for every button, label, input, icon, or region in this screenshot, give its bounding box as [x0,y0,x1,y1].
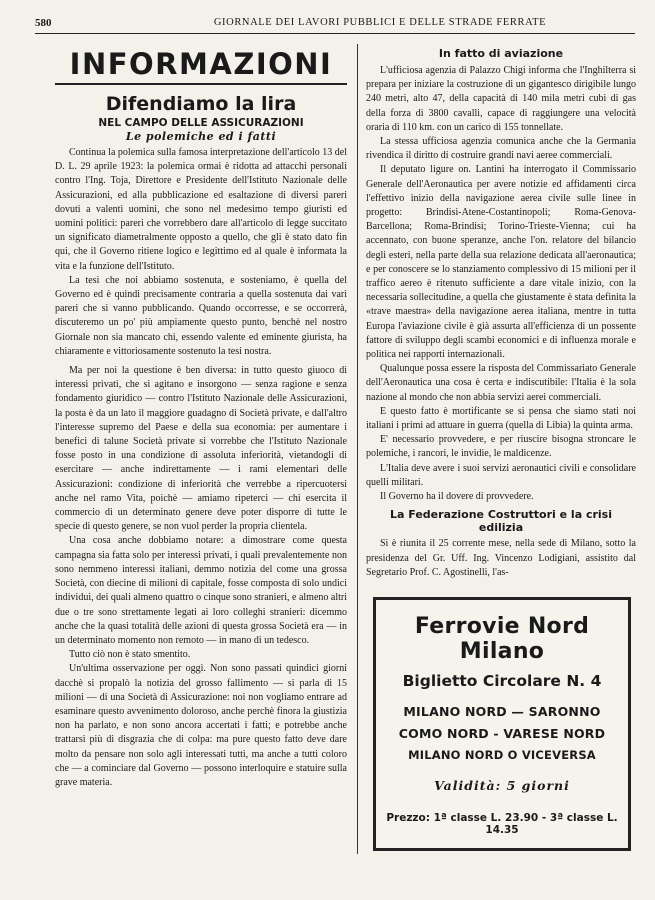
aviation-paragraph: E questo fatto è mortificante se si pensa che siamo stati noi italiani i primi ad attuare in guerra (quella di Libia) la quinta arma. [366,405,636,432]
federation-heading: La Federazione Costruttori e la crisi edilizia [390,508,612,535]
railway-advertisement [373,597,631,851]
ad-price: Prezzo: 1ª classe L. 23.90 - 3ª classe L. 14.35 [386,812,618,836]
article-paragraph: Tutto ciò non è stato smentito. [69,649,191,661]
article-kicker: Le polemiche ed i fatti [125,130,277,143]
column-divider [357,44,358,854]
article-subtitle: NEL CAMPO DELLE ASSICURAZIONI [98,117,304,129]
article-paragraph: Una cosa anche dobbiamo notare: a dimostrare come questa campagna sia fatta solo per interessi privati, i quali prevalentemente non sono nemmeno interessi italiani, demmo notizia del come una grossa Società, con diecine di milioni di capitale, fosse composta di solo undici individui, dei quali almeno quattro o cinque sono stranieri, e almeno altri due o tre sono strettamente legati ai loro colleghi stranieri: dicemmo anche che la quasi totalità delle azioni di questa grossa Società era — in un determinato momento non remoto — in mano di un tedesco. [55,535,347,646]
ad-route: COMO NORD - VARESE NORD [398,726,606,741]
right-column [366,47,636,580]
aviation-paragraph: Il deputato ligure on. Lantini ha interrogato il Commissario Generale dell'Aeronautica per avere notizie ed affidamenti circa l'effettivo inizio della navigazione aerea civile sulle linee in progetto: Brindisi-Atene-Costantinopoli; Roma-Genova-Barcellona; Roma-Brindisi; Torino-Trieste-Vienna; cui ha accennato, con buone speranze, anche l'on. relatore del bilancio degli esteri, nella parte della sua relazione dedicata all'aeronautica; e per conoscere se lo stanziamento complessivo di 15 milioni per il traffico aereo è ritenuto sufficiente a dare vitale inizio, con la necessaria sollecitudine, a quella che giustamente è stata definita la «trave maestra» della navigazione aerea italiana, mentre in tutta Europa l'aviazione civile è già assurta all'efficienza di un possente fattore di sviluppo degli scambi economici e di influenza morale e politica nei rapporti internazionali. [366,164,636,361]
federation-paragraph: Si è riunita il 25 corrente mese, nella sede di Milano, sotto la presidenza del Gr. Uff. Ing. Vincenzo Lodigiani, assistito dal Segretario Prof. C. Agostinelli, l'as- [366,538,636,578]
section-heading: INFORMAZIONI [55,47,347,85]
aviation-paragraph: L'Italia deve avere i suoi servizi aeronautici civili e consolidare quelli militari. [366,462,636,488]
ad-subtitle: Biglietto Circolare N. 4 [402,672,602,690]
page-number: 580 [35,17,52,29]
ad-title: Ferrovie Nord Milano [414,614,590,664]
left-column [55,47,347,790]
article-paragraph: Un'ultima osservazione per oggi. Non sono passati quindici giorni dacchè si propalò la notizia del grosso fallimento — si parla di 15 milioni — di una Società di Assicurazione: noi non vogliamo entrare ad esaminare questo avvenimento doloroso, anche perchè finora la giustizia non ha parlato, e non sono ancora accertati i fatti; e potrebbe anche trattarsi più di disgrazia che di colpa: ma pure questo fatto deve dare molto da pensare non solo agli interessati tutti, ma anche a tutti coloro che — a cominciare dal Governo — possono interloquire e statuire sulla grave materia. [55,663,347,788]
aviation-paragraph: E' necessario provvedere, e per riuscire bisogna stroncare le polemiche, i rancori, le invidie, le maldicenze. [366,434,636,460]
aviation-paragraph: La stessa ufficiosa agenzia comunica anche che la Germania rivendica il diritto di costruire grandi navi aeree commerciali. [366,136,636,162]
aviation-heading: In fatto di aviazione [438,47,564,60]
ad-route: MILANO NORD O VICEVERSA [408,748,596,762]
article-title: Difendiamo la lira [105,93,297,115]
aviation-paragraph: Qualunque possa essere la risposta del Commissariato Generale dell'Aeronautica una cosa è certa e indiscutibile: l'Italia è la sola nazione al mondo che non abbia servizi aerei commerciali. [366,363,636,403]
article-paragraph: Ma per noi la questione è ben diversa: in tutto questo giuoco di interessi privati, che si agitano e insorgono — senza ragione e senza fondamento giuridico — contro l'Istituto Nazionale delle Assicurazioni, la posta è da un lato il maggiore guadagno di Società private, e dall'altro l'interesse supremo del Paese e della sua economia: per aumentare i benefici di talune Società private si vorrebbe che l'Istituto Nazionale fosse posto in una condizione di assoluta inferiorità, vietandogli di esercitare — anche indirettamente — i rami elementari delle Assicurazioni: condizione di inferiorità che verrebbe a ripercuotersi anche nel ramo Vita, poichè — amiamo ripeterci — chi esercita il commercio di un determinato genere deve poter disporre di tutte le specie di questo genere, se non vuol perder la propria clientela. [55,365,347,533]
ad-route: MILANO NORD — SARONNO [403,704,601,719]
ad-validity: Validità: 5 giorni [434,778,570,793]
header-rule [35,33,635,34]
running-title: GIORNALE DEI LAVORI PUBBLICI E DELLE STRADE FERRATE [213,17,547,28]
aviation-paragraph: Il Governo ha il dovere di provvedere. [380,491,534,503]
article-paragraph: La tesi che noi abbiamo sostenuta, e sosteniamo, è quella del Governo ed è quindi precisamente contraria a quella sostenuta dai vari pareri che si vanno pubblicando. Quando occorresse, e se occorrerà, discuteremo un po' più ampiamente questo punto, benchè nel nostro Giornale non sia mancato chi, essendo valente ed eminente giurista, ha chiaramente e vittoriosamente sostenuto la tesi nostra. [55,274,347,357]
article-paragraph: Continua la polemica sulla famosa interpretazione dell'articolo 13 del D. L. 29 aprile 1923: la polemica ormai è ridotta ad attacchi personali contro l'Ing. Toja, Direttore e Presidente dell'Istituto Nazionale delle Assicurazioni, ed alla pubblicazione ed esaltazione di diversi pareri dovuti a valenti uomini, che sono nel medesimo tempo giuristi ed uomini politici: pareri che vorrebbero dare all'articolo di legge succitato un significato diametralmente opposto a quello, che gli è stato dato fin qui, che il Governo ritiene logico e legittimo ed al quale è informata la vita e la funzione dell'Istituto. [55,147,347,272]
aviation-paragraph: L'ufficiosa agenzia di Palazzo Chigi informa che l'Inghilterra si prepara per iniziare la costruzione di un gigantesco dirigibile lungo 240 metri, alto 47, della capacità di 140 mila metri cubi di gas della forza di 3800 cavalli, capace di raggiungere una velocità oraria di 110 km. con un carico di 155 tonnellate. [366,65,636,133]
